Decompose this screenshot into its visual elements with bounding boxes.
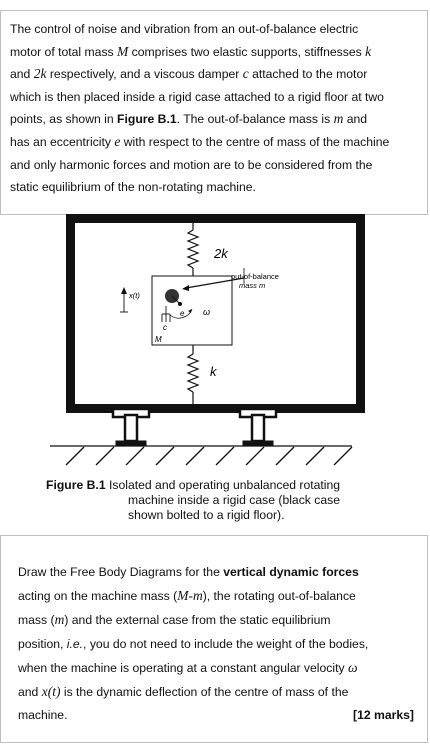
label-k: k (210, 364, 217, 379)
label-out-of-balance: out-of-balance (231, 272, 279, 281)
question-line: acting on the machine mass (M-m), the rotating out-of-balance (18, 588, 356, 604)
question-line: when the machine is operating at a constant angular velocity ω (18, 659, 358, 675)
figure-caption (46, 478, 406, 524)
caption-line: machine inside a rigid case (black case (128, 493, 341, 508)
question-line: Draw the Free Body Diagrams for the vertical dynamic forces (18, 565, 359, 579)
intro-line: has an eccentricity e with respect to the centre of mass of the machine (10, 133, 390, 149)
intro-paragraph (10, 18, 422, 199)
intro-line: and only harmonic forces and motion are to be considered from the (10, 157, 373, 172)
label-2k: 2k (214, 246, 228, 261)
spring-k (188, 345, 198, 404)
question-line: machine. [12 marks] (18, 704, 414, 727)
spring-2k (188, 223, 198, 276)
marks-label: [12 marks] (353, 708, 414, 723)
label-mass-m: mass m (239, 281, 266, 290)
question-line: and x(t) is the dynamic deflection of the centre of mass of the (18, 684, 349, 700)
question-line: position, i.e., you do not need to include the weight of the bodies, (18, 636, 369, 651)
label-x-t: x(t) (129, 291, 140, 300)
figure-b1-diagram (0, 210, 430, 480)
intro-line: static equilibrium of the non-rotating machine. (10, 180, 256, 195)
caption-line: shown bolted to a rigid floor). (128, 508, 285, 523)
right-bolt (240, 409, 276, 446)
label-M: M (155, 335, 162, 344)
label-c: c (163, 323, 167, 332)
label-omega: ω (203, 307, 211, 317)
left-bolt (113, 409, 149, 446)
question-paragraph (18, 561, 414, 727)
intro-line: The control of noise and vibration from an out-of-balance electric (10, 22, 359, 36)
motor-box (152, 276, 232, 345)
intro-line: points, as shown in Figure B.1. The out-of-balance mass is m and (10, 111, 368, 127)
caption-line: Figure B.1 Isolated and operating unbalanced rotating (46, 478, 341, 492)
intro-line: which is then placed inside a rigid case attached to a rigid floor at two (10, 89, 384, 104)
intro-line: and 2k respectively, and a viscous damper c attached to the motor (10, 66, 368, 82)
intro-line: motor of total mass M comprises two elastic supports, stiffnesses k (10, 43, 372, 59)
label-e: e (180, 309, 185, 318)
rigid-floor (50, 446, 352, 465)
question-line: mass (m) and the external case from the static equilibrium (18, 612, 331, 628)
